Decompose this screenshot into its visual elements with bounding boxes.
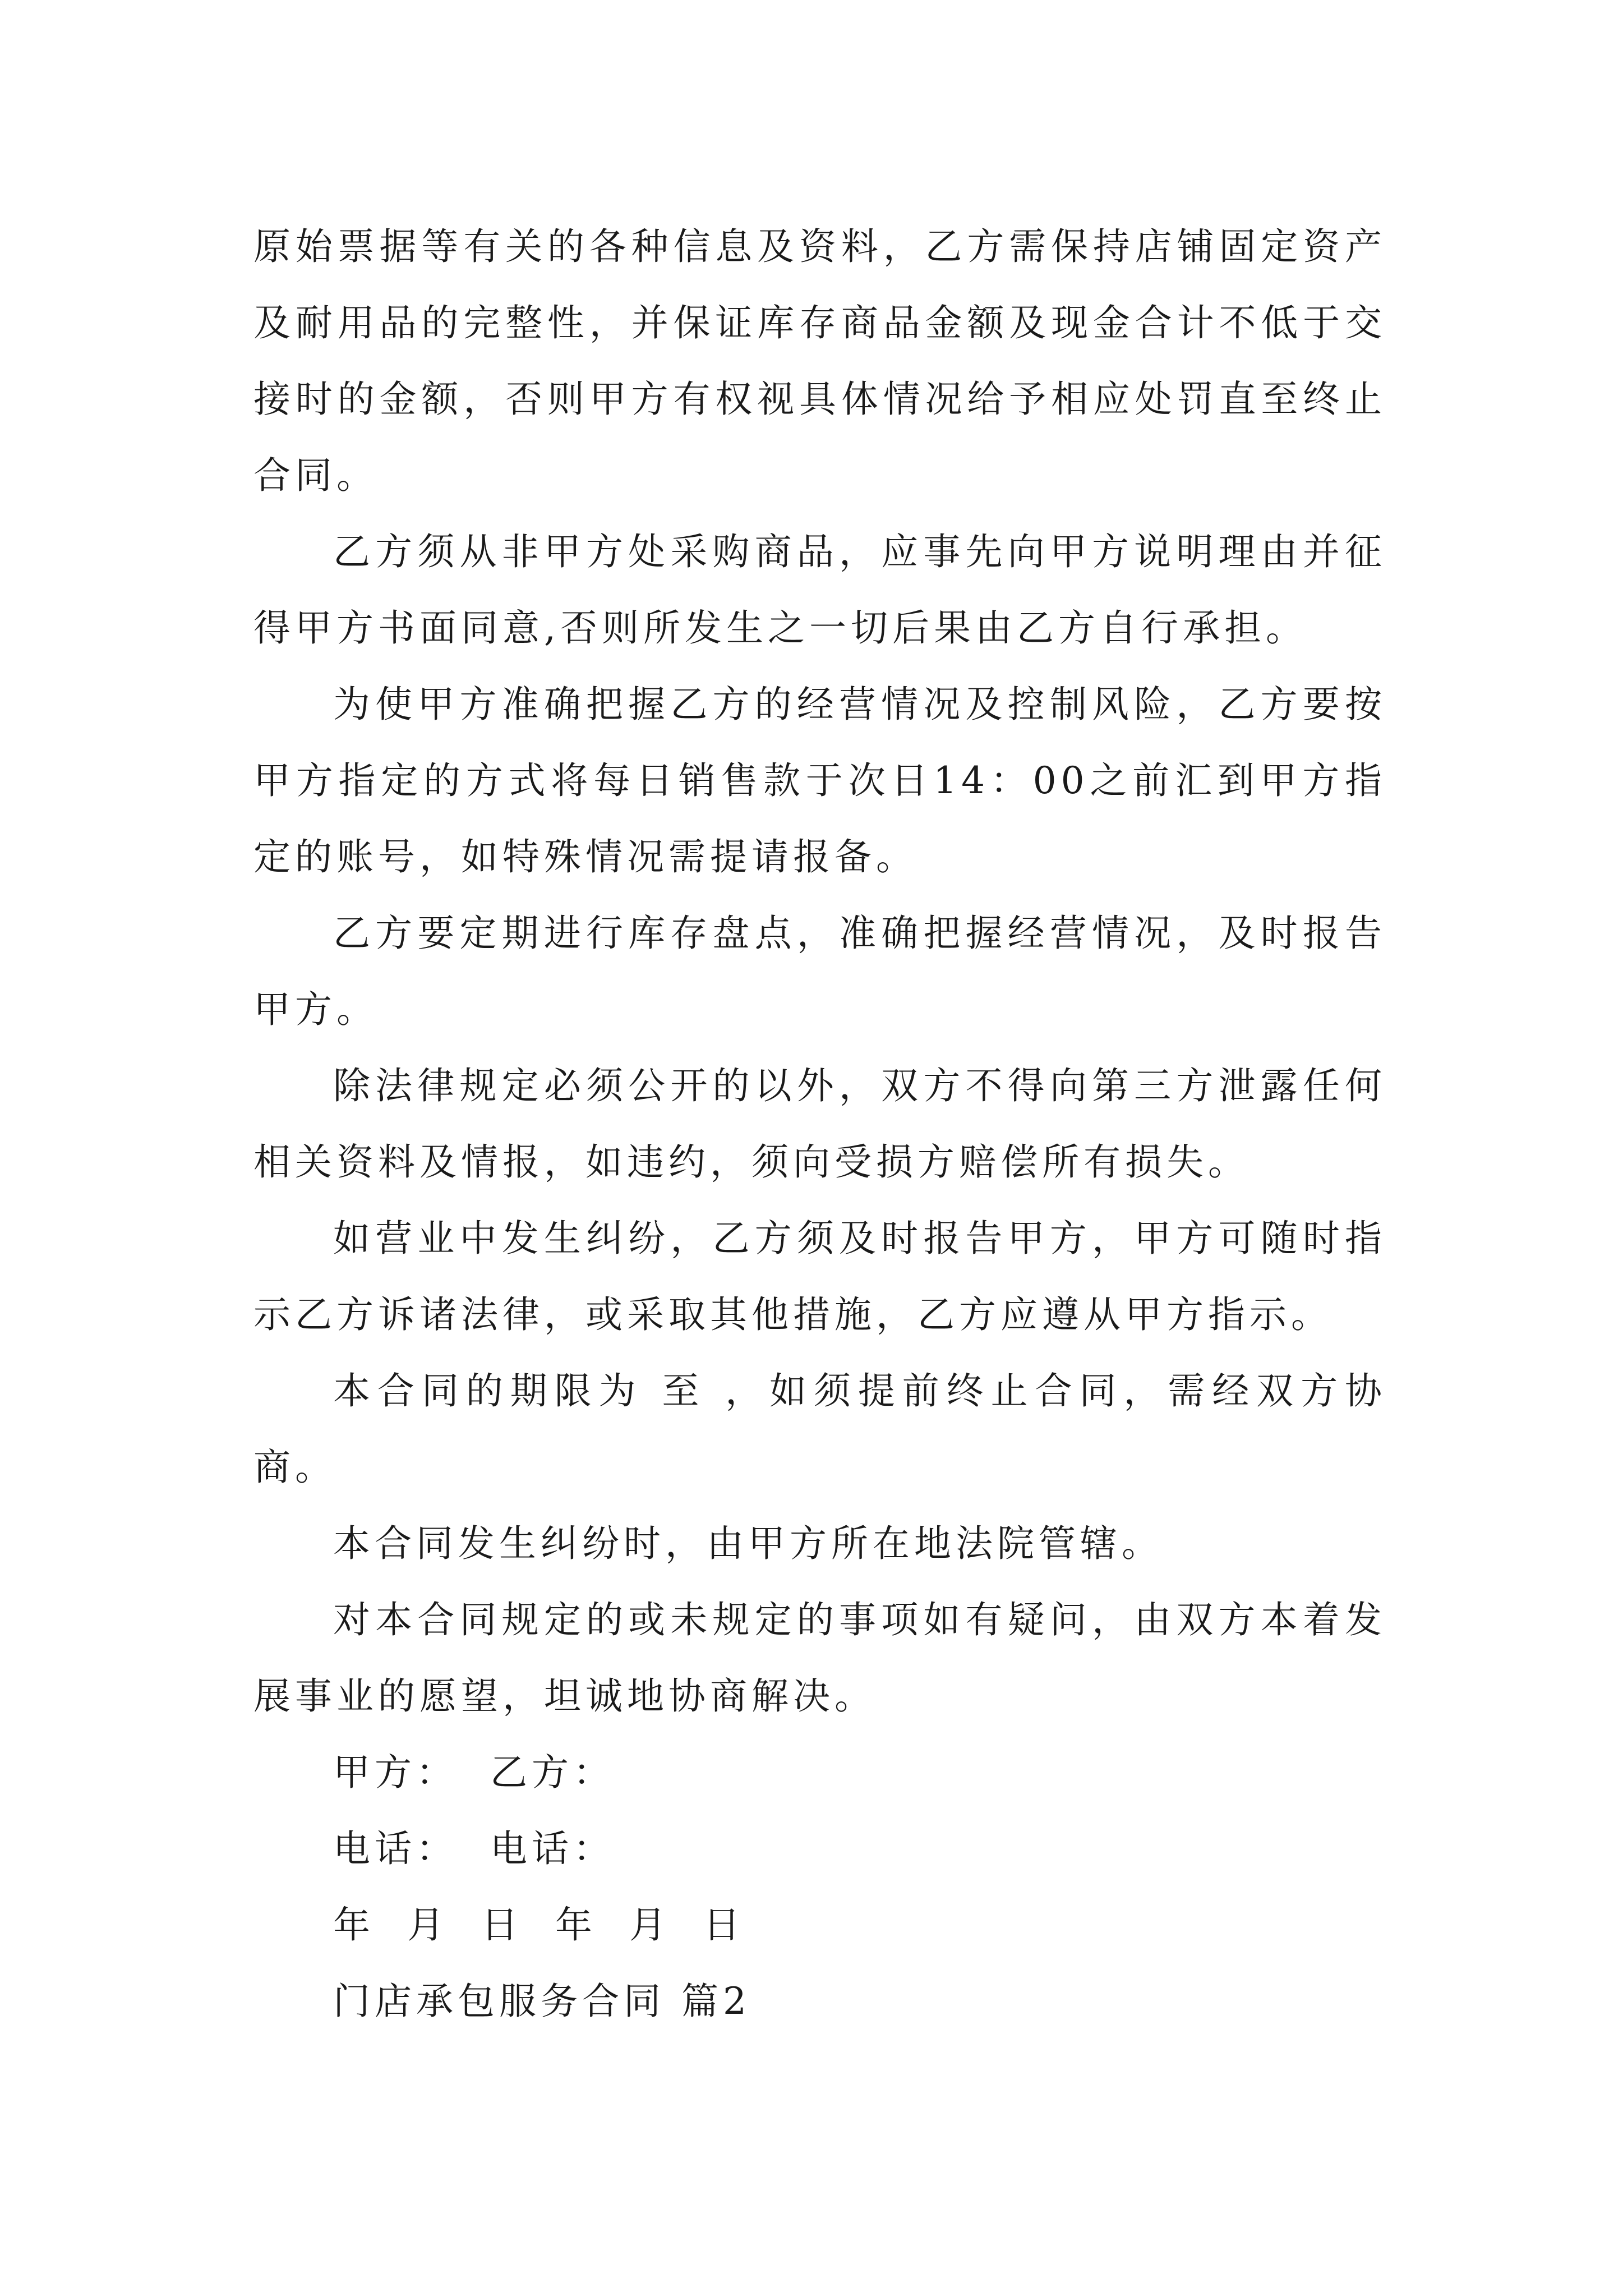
paragraph-6: 如营业中发生纠纷，乙方须及时报告甲方，甲方可随时指示乙方诉诸法律，或采取其他措施，乙方应遵从甲方指示。 [253,1217,1386,1336]
paragraph-4: 乙方要定期进行库存盘点，准确把握经营情况，及时报告甲方。 [253,912,1386,1031]
paragraph-5: 除法律规定必须公开的以外，双方不得向第三方泄露任何相关资料及情报，如违约，须向受损方赔偿所有损失。 [253,1064,1386,1184]
paragraph-2: 乙方须从非甲方处采购商品，应事先向甲方说明理由并征得甲方书面同意,否则所发生之一切后果由乙方自行承担。 [253,530,1386,650]
signature-parties: 甲方： 乙方： [333,1751,615,1794]
signature-phones: 电话： 电话： [333,1827,615,1870]
next-section-heading: 门店承包服务合同 篇2 [333,1980,751,2023]
document-page [253,209,1386,2040]
paragraph-7: 本合同的期限为 至 ，如须提前终止合同，需经双方协商。 [253,1369,1386,1489]
paragraph-9: 对本合同规定的或未规定的事项如有疑问，由双方本着发展事业的愿望，坦诚地协商解决。 [253,1598,1386,1718]
paragraph-3: 为使甲方准确把握乙方的经营情况及控制风险，乙方要按甲方指定的方式将每日销售款于次日14：00之前汇到甲方指定的账号，如特殊情况需提请报备。 [253,683,1386,878]
signature-dates: 年 月 日 年 月 日 [333,1903,745,1947]
paragraph-1: 原始票据等有关的各种信息及资料，乙方需保持店铺固定资产及耐用品的完整性，并保证库存商品金额及现金合计不低于交接时的金额，否则甲方有权视具体情况给予相应处罚直至终止合同。 [253,225,1386,497]
paragraph-8: 本合同发生纠纷时，由甲方所在地法院管辖。 [333,1522,1163,1565]
